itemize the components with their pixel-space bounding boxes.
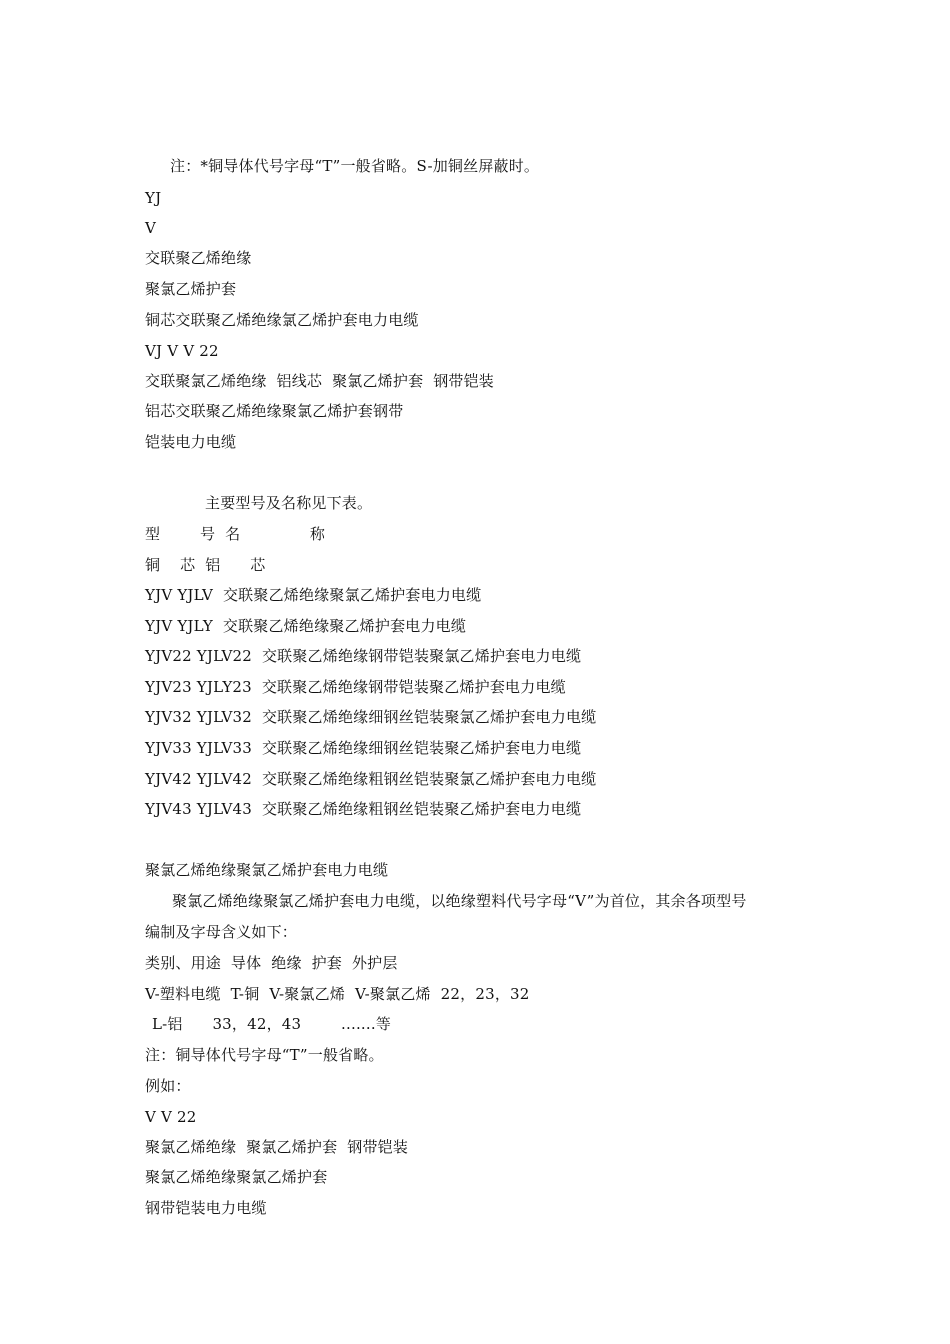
note-copper-conductor-2: 注：铜导体代号字母“T”一般省略。 [145, 1046, 384, 1064]
paragraph-line2: 编制及字母含义如下： [145, 923, 298, 941]
example2-code: VJ V V 22 [145, 342, 219, 360]
example-parts: 聚氯乙烯绝缘 聚氯乙烯护套 钢带铠装 [145, 1138, 409, 1156]
codes-line1: V-塑料电缆 T-铜 V-聚氯乙烯 V-聚氯乙烯 22，23，32 [145, 985, 530, 1003]
example2-parts: 交联聚氯乙烯绝缘 铝线芯 聚氯乙烯护套 钢带铠装 [145, 372, 495, 390]
example2-name-line2: 铠装电力电缆 [145, 433, 237, 451]
table-intro: 主要型号及名称见下表。 [205, 494, 373, 512]
table-row: YJV32 YJLV32 交联聚乙烯绝缘细钢丝铠装聚氯乙烯护套电力电缆 [145, 708, 597, 726]
table-header-copper-aluminum: 铜 芯 铝 芯 [145, 556, 266, 574]
example-label: 例如： [145, 1077, 191, 1095]
example-name-line2: 钢带铠装电力电缆 [145, 1199, 267, 1217]
code-yj: YJ [145, 189, 162, 207]
table-row: YJV YJLV 交联聚乙烯绝缘聚氯乙烯护套电力电缆 [145, 586, 482, 604]
paragraph-line1: 聚氯乙烯绝缘聚氯乙烯护套电力电缆，以绝缘塑料代号字母“V”为首位，其余各项型号 [172, 892, 747, 910]
table-row: YJV23 YJLY23 交联聚乙烯绝缘钢带铠装聚乙烯护套电力电缆 [145, 678, 566, 696]
example-code: V V 22 [145, 1108, 197, 1126]
note-copper-conductor: 注：*铜导体代号字母“T”一般省略。S-加铜丝屏蔽时。 [170, 157, 540, 175]
example2-name-line1: 铝芯交联聚乙烯绝缘聚氯乙烯护套钢带 [145, 402, 404, 420]
section-heading-pvc-cable: 聚氯乙烯绝缘聚氯乙烯护套电力电缆 [145, 861, 389, 879]
example1-cable-name: 铜芯交联聚乙烯绝缘氯乙烯护套电力电缆 [145, 311, 419, 329]
table-row: YJV42 YJLV42 交联聚乙烯绝缘粗钢丝铠装聚氯乙烯护套电力电缆 [145, 770, 597, 788]
table-row: YJV43 YJLV43 交联聚乙烯绝缘粗钢丝铠装聚乙烯护套电力电缆 [145, 800, 582, 818]
table-row: YJV33 YJLV33 交联聚乙烯绝缘细钢丝铠装聚乙烯护套电力电缆 [145, 739, 582, 757]
label-xlpe-insulation: 交联聚乙烯绝缘 [145, 249, 252, 267]
label-pvc-sheath: 聚氯乙烯护套 [145, 280, 237, 298]
categories-line: 类别、用途 导体 绝缘 护套 外护层 [145, 954, 398, 972]
code-v: V [145, 219, 157, 237]
table-header-model-name: 型 号 名 称 [145, 525, 326, 543]
table-row: YJV22 YJLV22 交联聚乙烯绝缘钢带铠装聚氯乙烯护套电力电缆 [145, 647, 582, 665]
example-name-line1: 聚氯乙烯绝缘聚氯乙烯护套 [145, 1168, 328, 1186]
codes-line2: L-铝 33，42，43 .......等 [152, 1015, 392, 1033]
table-row: YJV YJLY 交联聚乙烯绝缘聚乙烯护套电力电缆 [145, 617, 467, 635]
